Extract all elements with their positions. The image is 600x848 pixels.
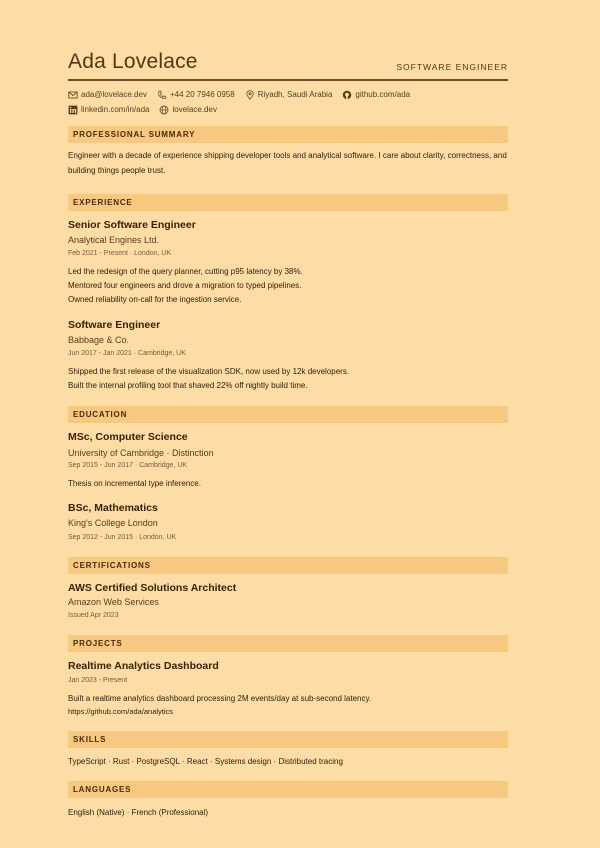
project-link[interactable]: https://github.com/ada/analytics — [68, 707, 174, 716]
degree-meta: Sep 2015 - Jun 2017 · Cambridge, UK — [68, 462, 188, 469]
contact-github[interactable] — [342, 90, 410, 100]
email-text: ada@lovelace.dev — [81, 90, 147, 99]
contact-location — [245, 90, 333, 100]
section-header-education: EDUCATION — [68, 406, 508, 423]
cert-meta: Issued Apr 2023 — [68, 612, 119, 619]
degree-meta: Sep 2012 - Jun 2015 · London, UK — [68, 534, 177, 541]
phone-icon — [157, 90, 167, 100]
github-text: github.com/ada — [355, 90, 411, 99]
job-title: Software Engineer — [68, 319, 161, 331]
contact-linkedin[interactable] — [68, 105, 149, 115]
languages-list: English (Native) · French (Professional) — [68, 808, 209, 817]
section-header-projects: PROJECTS — [68, 635, 508, 652]
job-bullet: Shipped the first release of the visualization SDK, now used by 12k developers. — [68, 367, 350, 376]
project-title: Realtime Analytics Dashboard — [68, 660, 219, 672]
contact-email[interactable] — [68, 90, 147, 100]
cert-issuer: Amazon Web Services — [68, 597, 159, 607]
website-text: lovelace.dev — [172, 105, 217, 114]
map-pin-icon — [245, 90, 255, 100]
contact-website[interactable] — [159, 105, 216, 115]
section-header-skills: SKILLS — [68, 731, 508, 748]
linkedin-icon — [68, 105, 78, 115]
mail-icon — [68, 90, 78, 100]
job-company: Analytical Engines Ltd. — [68, 235, 160, 245]
contact-phone[interactable] — [157, 90, 235, 100]
cert-title: AWS Certified Solutions Architect — [68, 582, 237, 594]
skills-list: TypeScript · Rust · PostgreSQL · React · Systems design · Distributed tracing — [68, 757, 343, 766]
job-bullet: Mentored four engineers and drove a migration to typed pipelines. — [68, 281, 302, 290]
degree-title: BSc, Mathematics — [68, 502, 158, 514]
job-bullet: Led the redesign of the query planner, cutting p95 latency by 38%. — [68, 267, 303, 276]
header-divider — [68, 79, 508, 81]
summary-text: Engineer with a decade of experience shipping developer tools and analytical software. I care about clarity, correctness, and building things people trust. — [68, 151, 507, 175]
degree-school: University of Cambridge · Distinction — [68, 448, 214, 458]
degree-school: King's College London — [68, 518, 158, 528]
phone-text: +44 20 7946 0958 — [169, 90, 235, 99]
project-description: Built a realtime analytics dashboard processing 2M events/day at sub-second latency. — [68, 694, 372, 703]
candidate-name: Ada Lovelace — [68, 50, 198, 73]
section-header-summary: PROFESSIONAL SUMMARY — [68, 126, 508, 143]
degree-title: MSc, Computer Science — [68, 431, 188, 443]
globe-icon — [159, 105, 169, 115]
section-header-experience: EXPERIENCE — [68, 194, 508, 211]
job-meta: Jun 2017 - Jan 2021 · Cambridge, UK — [68, 350, 186, 357]
section-header-certifications: CERTIFICATIONS — [68, 557, 508, 574]
contact-info — [68, 87, 508, 117]
github-icon — [342, 90, 352, 100]
job-bullet: Owned reliability on-call for the ingestion service. — [68, 295, 242, 304]
candidate-role: SOFTWARE ENGINEER — [396, 62, 508, 72]
job-title: Senior Software Engineer — [68, 219, 196, 231]
linkedin-text: linkedin.com/in/ada — [81, 105, 150, 114]
job-bullet: Built the internal profiling tool that shaved 22% off nightly build time. — [68, 381, 308, 390]
degree-detail: Thesis on incremental type inference. — [68, 479, 201, 488]
job-company: Babbage & Co. — [68, 335, 130, 345]
section-header-languages: LANGUAGES — [68, 781, 508, 798]
location-text: Riyadh, Saudi Arabia — [257, 90, 333, 99]
project-meta: Jan 2023 - Present — [68, 677, 128, 684]
job-meta: Feb 2021 - Present · London, UK — [68, 250, 172, 257]
resume-header — [68, 50, 508, 74]
